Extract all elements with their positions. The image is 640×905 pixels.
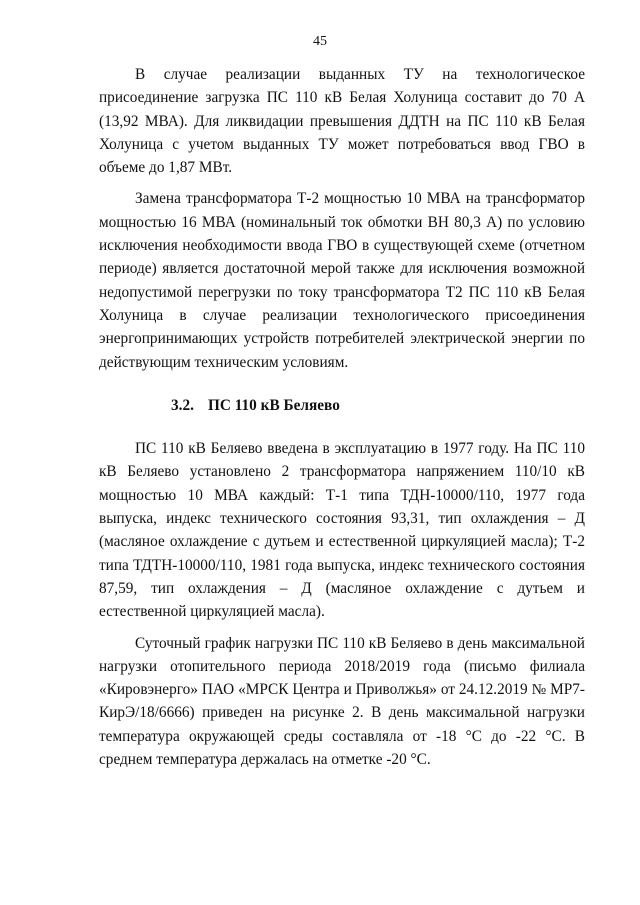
paragraph-tu-load: В случае реализации выданных ТУ на технологическое присоединение загрузка ПС 110 кВ Белая Холуница составит до 70 А (13,92 МВА). Для ликвидации превышения ДДТН на ПС 110 кВ Белая Холуница с учетом выданных ТУ может потребоваться ввод ГВО в объеме до 1,87 МВт. [99, 66, 585, 177]
paragraph-substation-description: ПС 110 кВ Беляево введена в эксплуатацию в 1977 году. На ПС 110 кВ Беляево установлено 2 трансформатора напряжением 110/10 кВ мощностью 10 МВА каждый: Т-1 типа ТДН-10000/110, 1977 года выпуска, индекс технического состояния 93,31, тип охлаждения – Д (масляное охлаждение с дутьем и естественной циркуляцией масла); Т-2 типа ТДТН-10000/110, 1981 года выпуска, индекс технического состояния 87,59, тип охлаждения – Д (масляное охлаждение с дутьем и естественной циркуляцией масла). [99, 440, 585, 621]
section-number: 3.2. [171, 396, 194, 414]
paragraph-transformer-replacement: Замена трансформатора Т-2 мощностью 10 МВА на трансформатор мощностью 16 МВА (номинальный ток обмотки ВН 80,3 А) по условию исключения необходимости ввода ГВО в существующей схеме (отчетном периоде) является достаточной мерой также для исключения возможной недопустимой перегрузки по току трансформатора Т2 ПС 110 кВ Белая Холуница в случае реализации технологического присоединения энергопринимающих устройств потребителей электрической энергии по действующим техническим условиям. [99, 190, 585, 371]
page-number: 45 [313, 34, 327, 49]
page-content [99, 63, 585, 779]
paragraph-load-schedule: Суточный график нагрузки ПС 110 кВ Беляево в день максимальной нагрузки отопительного периода 2018/2019 года (письмо филиала «Кировэнерго» ПАО «МРСК Центра и Приволжья» от 24.12.2019 № МР7-КирЭ/18/6666) приведен на рисунке 2. В день максимальной нагрузки температура окружающей среды составляла от -18 °С до -22 °С. В среднем температура держалась на отметке -20 °С. [99, 634, 585, 769]
section-heading [99, 394, 585, 417]
section-title: ПС 110 кВ Беляево [207, 396, 340, 414]
